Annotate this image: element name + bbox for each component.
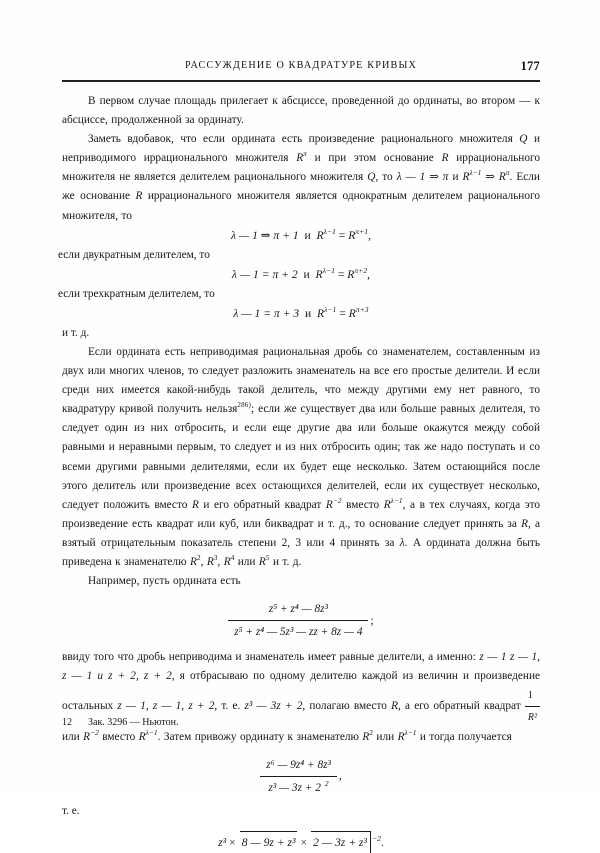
running-head-title: РАССУЖДЕНИЕ О КВАДРАТУРЕ КРИВЫХ — [184, 60, 418, 71]
symbol-R-3: R — [135, 190, 143, 203]
fraction-two-denominator: z³ — 3z + 2 $^2$ — [268, 778, 329, 794]
inline-lambda-eq: λ — 1 ⇒ π — [396, 171, 449, 184]
recip-denominator: R² — [527, 712, 537, 724]
inline-eq-sign: ⇒ — [481, 171, 499, 184]
fraction-one-numerator: z⁵ + z⁴ — 8z³ — [228, 599, 368, 621]
exponent-pi: π — [303, 149, 307, 159]
symbol-R-lam-1b: R — [138, 730, 146, 743]
inline-remaining-divisors: z — 1, z — 1, z + 2 — [117, 700, 215, 713]
equation-double-divisor: λ — 1 = π + 2 и $R^{\lambda-1} = R^{\pi+2}$, — [231, 265, 371, 281]
paragraph-irreducible-fraction: Если ордината есть неприводимая рациональная дробь со знаменателем, составленным из двух или многих членов, то следует разложить знаменатель на все его простые делители. И если среди них имеется какой-нибудь такой делитель, что между другими ему нет равного, то квадратуру кривой получить нельзя$^{286)}$; если же существует два или больше равных делителя, то следует один из них отбросить, и если еще другие два или больше окажутся между собой равными и неравными первым, то следует и из них отбросить один; так же надо поступать и со всеми другими равными делителями, если их будет еще несколько. Затем остающийся после этого делитель или произведение всех остающихся делителей, если их существует несколько, следует положить вместо R и его обратный квадрат $R^{-2}$ вместо $R^{\lambda-1}$, а в тех случаях, когда это произведение есть квадрат или куб, или биквадрат и т. д., то основание следует принять за R, а взятый отрицательным показатель степени 2, 3 или 4 принять за λ. А ордината должна быть приведена к знаменателю $R^2$, $R^3$, $R^4$ или $R^5$ и т. д. — [62, 345, 541, 568]
lead-that-is: т. е. — [62, 804, 80, 817]
times-symbol-2: × — [300, 835, 308, 849]
denominator-R5: R — [258, 555, 266, 568]
footnote-marker: 286) — [237, 401, 252, 410]
symbol-R2-denom: R — [362, 730, 370, 743]
inline-R-pi-2: R — [498, 171, 506, 184]
inline-divisors: z — 1 z — 1, z — 1 и z + 2, z + 2 — [62, 651, 540, 683]
times-symbol-1: × — [229, 835, 236, 849]
paragraph-note-addendum: Заметь вдобавок, что если ордината есть произведение рационального множителя Q и неприводимого иррационального множителя $R^\pi$ и при этом основание R иррационального множителя не является делителем рационального множителя Q, то λ — 1 ⇒ π и $R^{\lambda-1}$ ⇒ $R^\pi$. Если же основание R иррационального множителя является однократным делителем рационального множителя, то — [62, 133, 540, 222]
display-final-expression — [62, 831, 540, 853]
symbol-R-pi: R — [296, 152, 304, 165]
exponent-lam-1: λ−1 — [469, 168, 482, 178]
final-group-2: 2 — 3z + z³ — [311, 831, 371, 853]
symbol-Q-2: Q — [367, 171, 376, 184]
fraction-one-denominator: z⁵ + z⁴ — 5z³ — zz + 8z — 4 — [234, 626, 363, 639]
fraction-two — [260, 755, 337, 798]
inline-reciprocal-square — [525, 686, 540, 727]
symbol-R-4: R — [191, 498, 199, 511]
equation-triple-divisor: λ — 1 = π + 3 и $R^{\lambda-1} = R^{\pi+3}$ — [233, 304, 369, 320]
recip-numerator: 1 — [525, 686, 540, 707]
running-head — [62, 60, 540, 80]
signature-number: 12 — [62, 717, 72, 728]
exponent-pi-2: π — [505, 168, 510, 178]
final-lead-term: z³ — [218, 835, 227, 849]
inline-cubic: z³ — 3z + 2 — [244, 700, 303, 713]
lead-triple-divisor: если трехкратным делителем, то — [58, 287, 215, 300]
symbol-R-minus-2b: R — [83, 730, 91, 743]
final-exponent: −2 — [371, 833, 381, 843]
paragraph-divisor-discussion: ввиду того что дробь неприводима и знаменатель имеет равные делители, а именно: z — 1 z — 1, z — 1 и z + 2, z + 2, я отбрасываю по одному делителю каждой из величин и произведение остальных z — 1, z — 1, z + 2, т. е. z³ — 3z + 2, полагаю вместо R, а его обратный квадрат $\frac{1}{\text{R²}}$ или $R^{-2}$ вместо $R^{\lambda-1}$. Затем привожу ординату к знаменателю $R^2$ или $R^{\lambda-1}$ и тогда получается — [62, 651, 540, 743]
symbol-R-5: R — [521, 517, 528, 530]
paragraph-example-intro: Например, пусть ордината есть — [88, 575, 241, 588]
lead-et-cetera: и т. д. — [62, 326, 90, 339]
symbol-R-minus-2: R — [325, 498, 333, 511]
fraction-two-numerator: z⁶ — 9z⁴ + 8z³ — [260, 755, 337, 777]
lead-double-divisor: если двукратным делителем, то — [58, 248, 210, 261]
symbol-R: R — [441, 152, 449, 165]
display-fraction-two — [62, 755, 540, 798]
denominator-R2: R — [189, 555, 197, 568]
symbol-Q: Q — [519, 133, 528, 146]
final-punct: . — [380, 835, 384, 849]
fraction-two-trailer: , — [338, 769, 342, 783]
symbol-lambda: λ — [399, 536, 405, 549]
paragraph-first-case: В первом случае площадь прилегает к абсциссе, проведенной до ординаты, во втором — к абсциссе, продолженной за ординату. — [62, 95, 540, 127]
final-group-1: 8 — 9z + z³ — [240, 831, 297, 853]
text-column — [58, 92, 541, 853]
symbol-R-6: R — [391, 700, 398, 713]
denominator-R4: R — [223, 555, 231, 568]
page-number: 177 — [520, 59, 540, 73]
fraction-one — [228, 599, 368, 642]
header-rule — [62, 80, 540, 82]
signature-line — [62, 717, 179, 728]
symbol-R-lam-1c: R — [397, 730, 405, 743]
display-fraction-one — [62, 599, 540, 642]
symbol-R-lam-1: R — [383, 498, 391, 511]
equation-single-divisor: λ — 1 ⇒ π + 1 и $R^{\lambda-1} = R^{\pi+1}$, — [230, 226, 372, 242]
denominator-R3: R — [206, 555, 214, 568]
signature-note: Зак. 3296 — Ньютон. — [88, 717, 179, 728]
inline-R-lam: R — [462, 171, 470, 184]
fraction-one-trailer: ; — [370, 613, 374, 627]
